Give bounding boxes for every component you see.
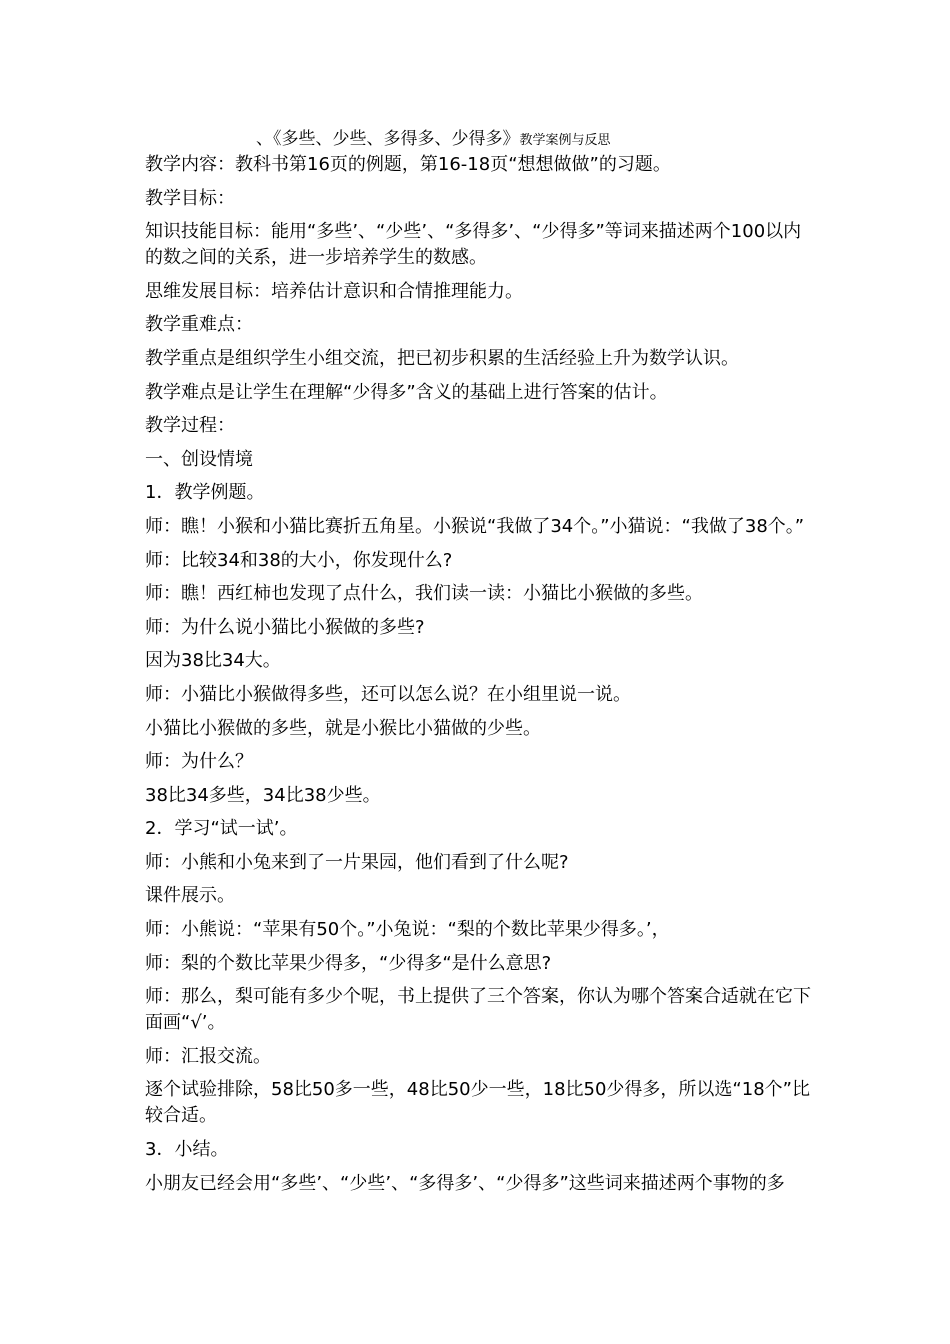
paragraph-keypoints-heading: 教学重难点： — [145, 314, 253, 336]
document-title — [256, 128, 816, 152]
paragraph-answer: 因为38比34大。 — [145, 650, 281, 672]
paragraph-step-three: 3．小结。 — [145, 1139, 229, 1161]
paragraph-dialogue: 师：为什么？ — [145, 751, 253, 773]
title-suffix: 教学案例与反思 — [519, 133, 611, 148]
paragraph-dialogue: 师：汇报交流。 — [145, 1045, 271, 1067]
paragraph-answer: 逐个试验排除，58比50多一些，48比50少一些，18比50少得多，所以选“18个”比较合适。 — [145, 1079, 810, 1127]
paragraph-difficult-point: 教学难点是让学生在理解“少得多”含义的基础上进行答案的估计。 — [145, 381, 668, 403]
paragraph-answer: 小猫比小猴做的多些，就是小猴比小猫做的少些。 — [145, 717, 541, 739]
paragraph-key-point: 教学重点是组织学生小组交流，把已初步积累的生活经验上升为数学认识。 — [145, 347, 739, 369]
paragraph-section-one: 一、创设情境 — [145, 448, 253, 470]
paragraph-step-two: 2．学习“试一试’。 — [145, 818, 298, 840]
paragraph-dialogue: 师：比较34和38的大小，你发现什么? — [145, 549, 453, 571]
paragraph-answer: 38比34多些，34比38少些。 — [145, 784, 381, 806]
paragraph-objectives-heading: 教学目标： — [145, 187, 235, 209]
paragraph-dialogue: 师：梨的个数比苹果少得多，“少得多“是什么意思? — [145, 952, 552, 974]
paragraph-thinking-objective: 思维发展目标：培养估计意识和合情推理能力。 — [145, 280, 523, 302]
paragraph-step-one: 1．教学例题。 — [145, 482, 265, 504]
paragraph-dialogue: 师：为什么说小猫比小猴做的多些? — [145, 616, 425, 638]
paragraph-dialogue: 师：那么，梨可能有多少个呢，书上提供了三个答案，你认为哪个答案合适就在它下面画“√’。 — [145, 986, 811, 1034]
paragraph-dialogue: 师：瞧！小猴和小猫比赛折五角星。小猴说“我做了34个。”小猫说：“我做了38个。” — [145, 515, 805, 537]
paragraph-content: 教学内容：教科书第16页的例题，第16-18页“想想做做”的习题。 — [145, 154, 671, 175]
paragraph-summary: 小朋友已经会用“多些’、“少些’、“多得多’、“少得多”这些词来描述两个事物的多 — [145, 1172, 785, 1194]
paragraph-dialogue: 师：瞧！西红柿也发现了点什么，我们读一读：小猫比小猴做的多些。 — [145, 583, 703, 605]
title-main: 、《多些、少些、多得多、少得多》 — [256, 129, 520, 149]
paragraph-courseware: 课件展示。 — [145, 885, 235, 907]
paragraph-dialogue: 师：小猫比小猴做得多些，还可以怎么说？在小组里说一说。 — [145, 683, 631, 705]
document-body — [145, 152, 815, 1204]
paragraph-dialogue: 师：小熊和小兔来到了一片果园，他们看到了什么呢? — [145, 851, 569, 873]
paragraph-process-heading: 教学过程： — [145, 415, 235, 437]
paragraph-knowledge-objective: 知识技能目标：能用“多些’、“少些’、“多得多’、“少得多”等词来描述两个100以内的数之间的关系，进一步培养学生的数感。 — [145, 221, 802, 269]
paragraph-dialogue: 师：小熊说：“苹果有50个。”小兔说：“梨的个数比苹果少得多。’， — [145, 919, 670, 941]
